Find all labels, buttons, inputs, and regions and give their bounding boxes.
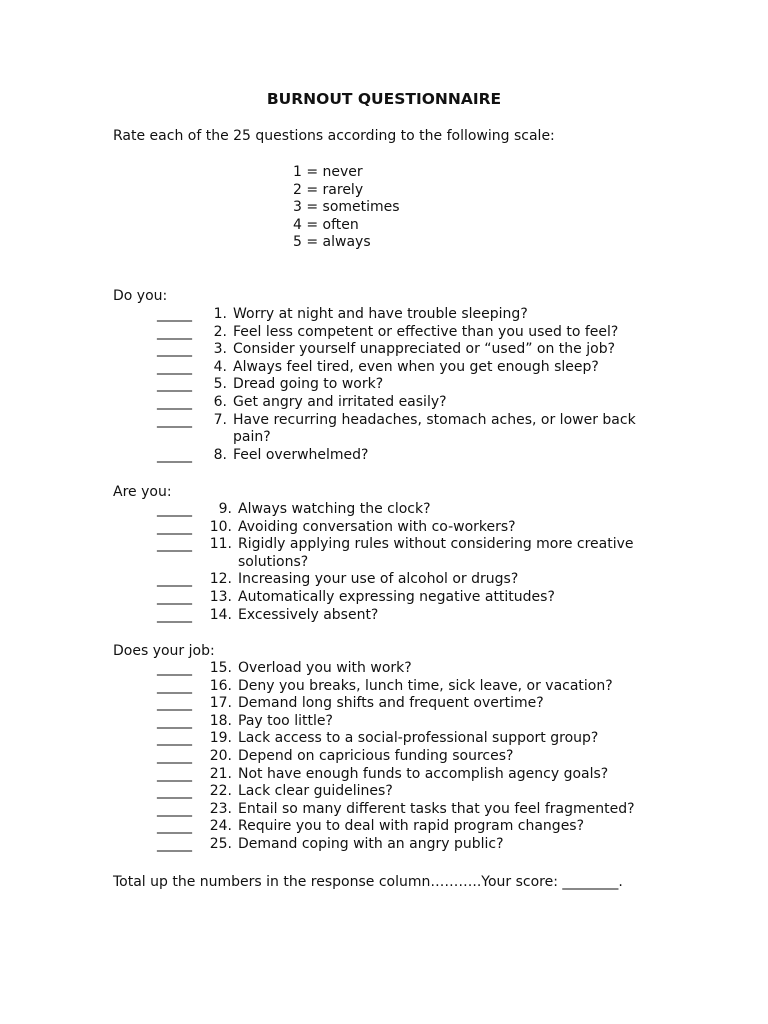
response-blank[interactable]: _____: [157, 606, 192, 623]
question-number: 8.: [213, 446, 227, 463]
response-blank[interactable]: _____: [157, 536, 192, 553]
question-row: [157, 412, 717, 447]
question-row: [157, 341, 717, 359]
question-row: [157, 519, 717, 537]
response-blank[interactable]: _____: [157, 393, 192, 410]
question-row: [157, 836, 717, 854]
question-row: [157, 713, 717, 731]
question-text: Pay too little?: [238, 712, 333, 729]
response-blank[interactable]: _____: [157, 501, 192, 517]
response-blank[interactable]: _____: [157, 376, 192, 393]
question-text: Excessively absent?: [238, 606, 379, 623]
question-row: [157, 766, 717, 784]
scale-item: 4 = often: [293, 216, 359, 233]
question-number: 2.: [213, 323, 227, 340]
question-row: [157, 695, 717, 713]
question-number: 3.: [213, 341, 227, 358]
response-blank[interactable]: _____: [157, 306, 192, 322]
question-number: 25.: [209, 835, 232, 852]
scale-item: 1 = never: [293, 164, 363, 180]
question-number: 18.: [209, 712, 232, 729]
section-heading-do-you: Do you:: [113, 288, 168, 304]
question-number: 4.: [213, 358, 227, 375]
question-number: 22.: [209, 783, 232, 800]
question-text: Overload you with work?: [238, 660, 412, 676]
response-blank[interactable]: _____: [157, 835, 192, 852]
question-text: Avoiding conversation with co-workers?: [238, 518, 516, 535]
question-row: [157, 818, 717, 836]
response-blank[interactable]: _____: [157, 571, 192, 588]
response-blank[interactable]: _____: [157, 677, 192, 694]
question-row: [157, 447, 717, 465]
question-row: [157, 501, 717, 519]
question-text: Rigidly applying rules without considering more creative solutions?: [238, 536, 634, 570]
question-text: Feel less competent or effective than you used to feel?: [233, 323, 619, 340]
question-row: [157, 730, 717, 748]
question-number: 12.: [209, 571, 232, 588]
question-text: Require you to deal with rapid program changes?: [238, 818, 585, 835]
question-number: 9.: [218, 501, 232, 517]
question-text: Entail so many different tasks that you feel fragmented?: [238, 800, 635, 817]
question-number: 19.: [209, 730, 232, 747]
response-blank[interactable]: _____: [157, 747, 192, 764]
question-list-do-you: [157, 306, 717, 464]
question-text: Always watching the clock?: [238, 501, 431, 517]
question-text: Worry at night and have trouble sleeping?: [233, 306, 528, 322]
response-blank[interactable]: _____: [157, 518, 192, 535]
question-number: 10.: [209, 518, 232, 535]
question-row: [157, 589, 717, 607]
scale-item: 5 = always: [293, 234, 371, 251]
question-number: 14.: [209, 606, 232, 623]
question-text: Deny you breaks, lunch time, sick leave, or vacation?: [238, 677, 613, 694]
response-blank[interactable]: _____: [157, 660, 192, 676]
question-row: [157, 536, 717, 571]
question-row: [157, 359, 717, 377]
response-blank[interactable]: _____: [157, 358, 192, 375]
question-number: 15.: [209, 660, 232, 676]
section-heading-does-your-job: Does your job:: [113, 643, 215, 659]
question-number: 7.: [213, 411, 227, 428]
response-blank[interactable]: _____: [157, 411, 192, 428]
response-blank[interactable]: _____: [157, 818, 192, 835]
page-title: BURNOUT QUESTIONNAIRE: [266, 90, 502, 108]
question-text: Demand coping with an angry public?: [238, 835, 504, 852]
question-number: 5.: [213, 376, 227, 393]
question-row: [157, 571, 717, 589]
response-blank[interactable]: _____: [157, 783, 192, 800]
response-blank[interactable]: _____: [157, 712, 192, 729]
total-instructions: Total up the numbers in the response column………..Your score:: [113, 874, 563, 890]
question-row: [157, 678, 717, 696]
question-number: 17.: [209, 695, 232, 712]
question-number: 13.: [209, 588, 232, 605]
question-row: [157, 306, 717, 324]
response-blank[interactable]: _____: [157, 588, 192, 605]
scale-item: 2 = rarely: [293, 181, 364, 198]
question-text: Increasing your use of alcohol or drugs?: [238, 571, 519, 588]
question-row: [157, 660, 717, 678]
instructions: Rate each of the 25 questions according to the following scale:: [113, 128, 555, 144]
question-number: 1.: [213, 306, 227, 322]
response-blank[interactable]: _____: [157, 446, 192, 463]
question-row: [157, 801, 717, 819]
question-list-does-your-job: [157, 660, 717, 854]
question-text: Lack clear guidelines?: [238, 783, 393, 800]
question-text: Depend on capricious funding sources?: [238, 747, 514, 764]
score-blank[interactable]: ________.: [562, 874, 623, 890]
question-row: [157, 783, 717, 801]
question-text: Automatically expressing negative attitudes?: [238, 588, 555, 605]
question-number: 6.: [213, 393, 227, 410]
scale-item: 3 = sometimes: [293, 199, 400, 216]
total-score-line: [113, 874, 623, 892]
response-blank[interactable]: _____: [157, 695, 192, 712]
question-text: Get angry and irritated easily?: [233, 393, 447, 410]
question-row: [157, 607, 717, 625]
question-row: [157, 324, 717, 342]
response-blank[interactable]: _____: [157, 730, 192, 747]
question-number: 24.: [209, 818, 232, 835]
question-text: Not have enough funds to accomplish agency goals?: [238, 765, 609, 782]
response-blank[interactable]: _____: [157, 800, 192, 817]
question-number: 20.: [209, 747, 232, 764]
question-text: Feel overwhelmed?: [233, 446, 369, 463]
question-text: Consider yourself unappreciated or “used” on the job?: [233, 341, 616, 358]
question-text: Demand long shifts and frequent overtime?: [238, 695, 544, 712]
response-blank[interactable]: _____: [157, 323, 192, 340]
question-row: [157, 748, 717, 766]
question-number: 23.: [209, 800, 232, 817]
question-row: [157, 376, 717, 394]
response-blank[interactable]: _____: [157, 341, 192, 358]
response-blank[interactable]: _____: [157, 765, 192, 782]
question-text: Dread going to work?: [233, 376, 384, 393]
rating-scale: [293, 164, 400, 252]
question-number: 16.: [209, 677, 232, 694]
question-list-are-you: [157, 501, 717, 624]
question-number: 11.: [209, 536, 232, 553]
question-text: Lack access to a social-professional support group?: [238, 730, 599, 747]
question-row: [157, 394, 717, 412]
question-number: 21.: [209, 765, 232, 782]
question-text: Have recurring headaches, stomach aches, or lower back pain?: [233, 411, 636, 446]
section-heading-are-you: Are you:: [113, 484, 172, 500]
question-text: Always feel tired, even when you get enough sleep?: [233, 358, 599, 375]
